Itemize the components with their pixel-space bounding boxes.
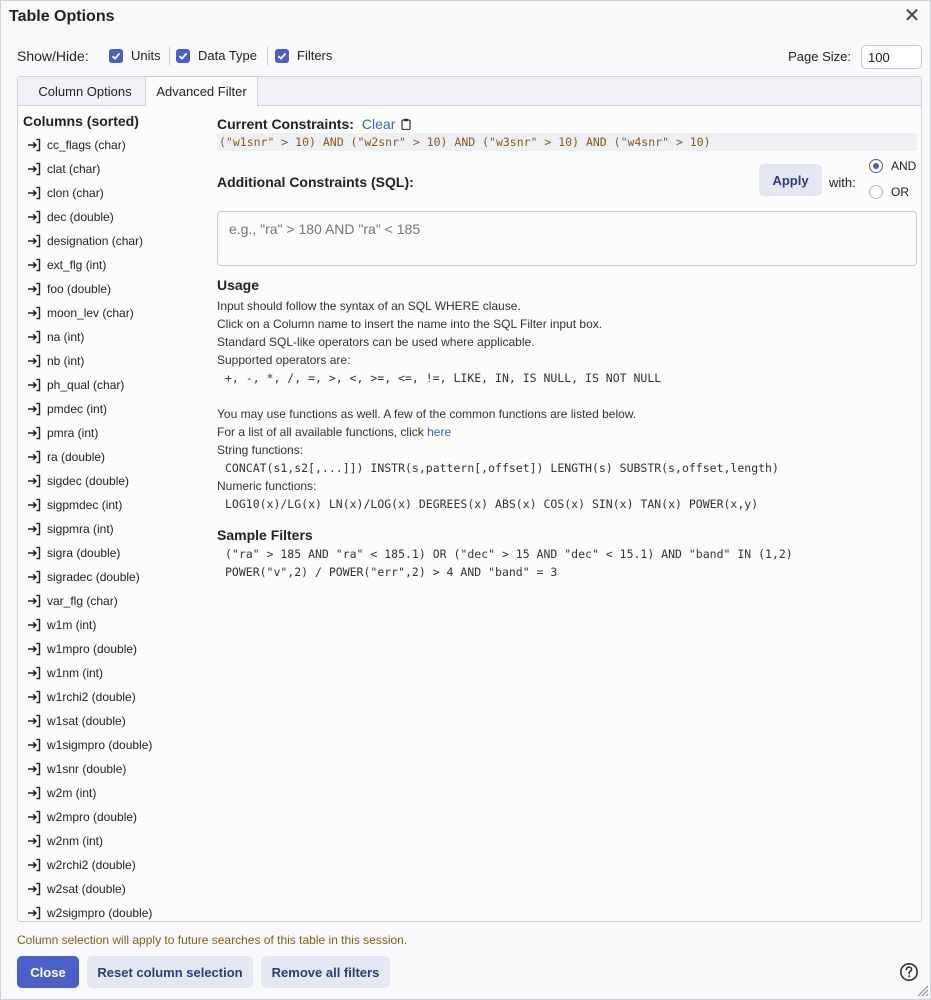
- insert-column-icon: [27, 594, 47, 608]
- insert-column-icon: [27, 906, 47, 920]
- string-functions-label: String functions:: [217, 443, 304, 457]
- page-size-input[interactable]: [861, 45, 922, 69]
- tab-column-options[interactable]: Column Options: [38, 84, 132, 99]
- column-name: sigdec (double): [47, 474, 130, 488]
- column-list-item[interactable]: [23, 877, 208, 901]
- insert-column-icon: [27, 882, 47, 896]
- column-list-item[interactable]: [23, 781, 208, 805]
- column-list-item[interactable]: [23, 133, 208, 157]
- radio-selected-icon: [869, 159, 883, 173]
- divider: [169, 47, 170, 65]
- filters-label: Filters: [297, 48, 333, 63]
- column-name: dec (double): [47, 210, 114, 224]
- radio-unselected-icon: [869, 185, 883, 199]
- insert-column-icon: [27, 810, 47, 824]
- column-name: w2rchi2 (double): [47, 858, 136, 872]
- column-list: [23, 113, 208, 922]
- insert-column-icon: [27, 210, 47, 224]
- column-list-item[interactable]: [23, 301, 208, 325]
- close-icon[interactable]: ✕: [903, 5, 921, 27]
- column-name: ra (double): [47, 450, 106, 464]
- column-list-item[interactable]: [23, 637, 208, 661]
- with-label: with:: [829, 175, 856, 190]
- and-label: AND: [891, 159, 917, 173]
- insert-column-icon: [27, 258, 47, 272]
- usage-line: Supported operators are:: [217, 353, 351, 367]
- help-icon[interactable]: [899, 962, 919, 982]
- data-type-checkbox[interactable]: [176, 48, 257, 63]
- insert-column-icon: [27, 354, 47, 368]
- insert-column-icon: [27, 402, 47, 416]
- usage-line: Click on a Column name to insert the name into the SQL Filter input box.: [217, 317, 603, 331]
- units-label: Units: [131, 48, 161, 63]
- column-list-item[interactable]: [23, 541, 208, 565]
- column-name: sigpmra (int): [47, 522, 114, 536]
- or-label: OR: [891, 185, 909, 199]
- remove-all-filters-button[interactable]: Remove all filters: [261, 956, 390, 988]
- column-name: var_flg (char): [47, 594, 118, 608]
- column-list-item[interactable]: [23, 589, 208, 613]
- show-hide-label: Show/Hide:: [17, 48, 89, 64]
- numeric-functions-label: Numeric functions:: [217, 479, 317, 493]
- insert-column-icon: [27, 618, 47, 632]
- insert-column-icon: [27, 834, 47, 848]
- insert-column-icon: [27, 282, 47, 296]
- numeric-functions-list: LOG10(x)/LG(x) LN(x)/LOG(x) DEGREES(x) ABS(x) COS(x) SIN(x) TAN(x) POWER(x,y): [225, 497, 759, 511]
- column-name: clon (char): [47, 186, 104, 200]
- tab-advanced-filter[interactable]: Advanced Filter: [145, 77, 258, 107]
- options-panel: [17, 76, 922, 922]
- functions-here-link[interactable]: here: [427, 425, 452, 439]
- current-constraints-row: [217, 115, 411, 133]
- and-radio[interactable]: [869, 159, 916, 173]
- current-constraints-value: ("w1snr" > 10) AND ("w2snr" > 10) AND ("w3snr" > 10) AND ("w4snr" > 10): [217, 133, 917, 151]
- insert-column-icon: [27, 666, 47, 680]
- column-name: designation (char): [47, 234, 144, 248]
- insert-column-icon: [27, 642, 47, 656]
- insert-column-icon: [27, 762, 47, 776]
- close-button[interactable]: Close: [17, 956, 79, 988]
- operators-list: +, -, *, /, =, >, <, >=, <=, !=, LIKE, IN, IS NULL, IS NOT NULL: [225, 371, 662, 385]
- checkmark-icon: [176, 49, 190, 63]
- insert-column-icon: [27, 498, 47, 512]
- column-list-item[interactable]: [23, 757, 208, 781]
- column-list-item[interactable]: [23, 709, 208, 733]
- column-list-item[interactable]: [23, 205, 208, 229]
- column-name: w1m (int): [47, 618, 97, 632]
- column-selection-note: Column selection will apply to future searches of this table in this session.: [17, 933, 408, 947]
- insert-column-icon: [27, 570, 47, 584]
- column-name: na (int): [47, 330, 85, 344]
- data-type-label: Data Type: [198, 48, 258, 63]
- insert-column-icon: [27, 330, 47, 344]
- column-list-item[interactable]: [23, 469, 208, 493]
- column-list-item[interactable]: [23, 253, 208, 277]
- apply-button[interactable]: Apply: [759, 164, 822, 196]
- clear-link[interactable]: Clear: [361, 116, 396, 132]
- checkmark-icon: [275, 49, 289, 63]
- spacer: [217, 387, 917, 405]
- sql-filter-input[interactable]: [217, 211, 917, 266]
- insert-column-icon: [27, 186, 47, 200]
- column-name: w1snr (double): [47, 762, 127, 776]
- column-list-item[interactable]: [23, 733, 208, 757]
- clipboard-icon[interactable]: [401, 118, 411, 130]
- column-list-item[interactable]: [23, 421, 208, 445]
- column-list-item[interactable]: [23, 397, 208, 421]
- sample-filter: POWER("v",2) / POWER("err",2) > 4 AND "band" = 3: [225, 565, 558, 579]
- usage-line: You may use functions as well. A few of the common functions are listed below.: [217, 407, 637, 421]
- column-list-item[interactable]: [23, 325, 208, 349]
- column-name: cc_flags (char): [47, 138, 126, 152]
- usage-functions-text: For a list of all available functions, click: [217, 425, 424, 439]
- column-list-item[interactable]: [23, 229, 208, 253]
- sample-filter: ("ra" > 185 AND "ra" < 185.1) OR ("dec" > 15 AND "dec" < 15.1) AND "band" IN (1,2): [225, 547, 793, 561]
- insert-column-icon: [27, 162, 47, 176]
- column-list-item[interactable]: [23, 565, 208, 589]
- column-name: w1sat (double): [47, 714, 126, 728]
- insert-column-icon: [27, 234, 47, 248]
- or-radio[interactable]: [869, 185, 909, 199]
- insert-column-icon: [27, 546, 47, 560]
- column-list-item[interactable]: [23, 517, 208, 541]
- column-name: w2sigmpro (double): [47, 906, 153, 920]
- insert-column-icon: [27, 786, 47, 800]
- reset-column-selection-button[interactable]: Reset column selection: [87, 956, 253, 988]
- column-list-item[interactable]: [23, 853, 208, 877]
- column-name: sigpmdec (int): [47, 498, 123, 512]
- column-name: w2sat (double): [47, 882, 126, 896]
- usage-line: [217, 423, 917, 441]
- filters-checkbox[interactable]: [275, 48, 332, 63]
- show-hide-bar: [17, 45, 917, 67]
- column-list-item[interactable]: [23, 277, 208, 301]
- insert-column-icon: [27, 138, 47, 152]
- column-name: w1rchi2 (double): [47, 690, 136, 704]
- column-list-item[interactable]: [23, 661, 208, 685]
- column-name: ph_qual (char): [47, 378, 125, 392]
- column-name: w2m (int): [47, 786, 97, 800]
- column-list-item[interactable]: [23, 805, 208, 829]
- current-constraints-label: Current Constraints:: [217, 116, 354, 132]
- column-list-item[interactable]: [23, 829, 208, 853]
- column-name: pmra (int): [47, 426, 99, 440]
- column-list-item[interactable]: [23, 181, 208, 205]
- insert-column-icon: [27, 858, 47, 872]
- additional-constraints-label: Additional Constraints (SQL):: [217, 174, 414, 190]
- column-name: nb (int): [47, 354, 85, 368]
- resize-grip-icon[interactable]: [915, 983, 929, 997]
- insert-column-icon: [27, 306, 47, 320]
- column-list-header: Columns (sorted): [23, 113, 139, 129]
- column-list-item[interactable]: [23, 157, 208, 181]
- column-name: w1nm (int): [47, 666, 104, 680]
- divider: [267, 47, 268, 65]
- column-name: foo (double): [47, 282, 112, 296]
- column-name: clat (char): [47, 162, 101, 176]
- insert-column-icon: [27, 714, 47, 728]
- dialog-titlebar: [1, 1, 930, 35]
- checkmark-icon: [109, 49, 123, 63]
- insert-column-icon: [27, 378, 47, 392]
- usage-line: Standard SQL-like operators can be used where applicable.: [217, 335, 535, 349]
- column-name: moon_lev (char): [47, 306, 134, 320]
- page-size-label: Page Size:: [788, 49, 851, 64]
- dialog-title: Table Options: [9, 8, 115, 25]
- column-list-item[interactable]: [23, 445, 208, 469]
- insert-column-icon: [27, 522, 47, 536]
- units-checkbox[interactable]: [109, 48, 161, 63]
- insert-column-icon: [27, 426, 47, 440]
- sample-filters: [217, 545, 917, 581]
- column-name: w1sigmpro (double): [47, 738, 153, 752]
- column-name: ext_flg (int): [47, 258, 107, 272]
- column-name: sigradec (double): [47, 570, 140, 584]
- column-name: sigra (double): [47, 546, 121, 560]
- column-list-item[interactable]: [23, 349, 208, 373]
- column-list-item[interactable]: [23, 685, 208, 709]
- column-name: w2mpro (double): [47, 810, 138, 824]
- usage-line: Input should follow the syntax of an SQL WHERE clause.: [217, 299, 521, 313]
- insert-column-icon: [27, 450, 47, 464]
- insert-column-icon: [27, 738, 47, 752]
- column-list-item[interactable]: [23, 493, 208, 517]
- tab-bar: [18, 77, 921, 106]
- column-name: pmdec (int): [47, 402, 108, 416]
- string-functions-list: CONCAT(s1,s2[,...]]) INSTR(s,pattern[,offset]) LENGTH(s) SUBSTR(s,offset,length): [225, 461, 779, 475]
- column-name: w2nm (int): [47, 834, 104, 848]
- usage-text: [217, 297, 917, 513]
- sample-filters-heading: Sample Filters: [217, 527, 313, 543]
- insert-column-icon: [27, 474, 47, 488]
- column-list-item[interactable]: [23, 373, 208, 397]
- column-list-item[interactable]: [23, 901, 208, 922]
- column-name: w1mpro (double): [47, 642, 138, 656]
- insert-column-icon: [27, 690, 47, 704]
- column-list-item[interactable]: [23, 613, 208, 637]
- usage-heading: Usage: [217, 277, 260, 293]
